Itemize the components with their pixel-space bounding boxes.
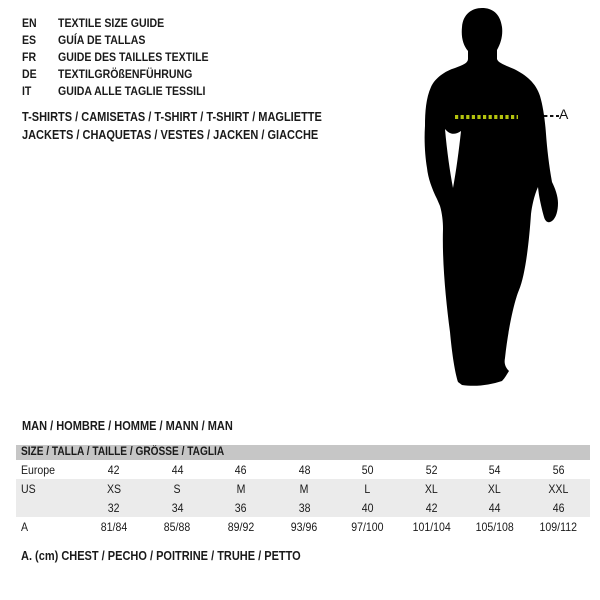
language-label: GUIDA ALLE TAGLIE TESSILI xyxy=(58,84,206,98)
size-cell-text: 34 xyxy=(171,500,184,515)
size-cell xyxy=(336,517,400,536)
size-cell xyxy=(146,479,210,498)
size-cell-text: 85/88 xyxy=(164,519,191,534)
row-label xyxy=(16,517,82,536)
size-cell-text: XXL xyxy=(548,481,569,496)
size-cell-text: 46 xyxy=(234,462,247,477)
language-label: TEXTILGRÖßENFÜHRUNG xyxy=(58,67,193,81)
footnote-chest xyxy=(21,549,339,563)
size-cell-text: 89/92 xyxy=(227,519,254,534)
size-cell xyxy=(527,498,591,517)
size-cell-text: 56 xyxy=(552,462,565,477)
language-code xyxy=(22,32,58,49)
row-label-text: Europe xyxy=(21,462,56,477)
size-cell-text: 48 xyxy=(298,462,311,477)
size-cell xyxy=(527,517,591,536)
size-cell-text: 42 xyxy=(107,462,120,477)
size-cell-text: XL xyxy=(424,481,438,496)
category-lines xyxy=(22,108,363,144)
size-cell xyxy=(336,479,400,498)
size-table-section xyxy=(16,445,590,536)
size-cell xyxy=(400,460,464,479)
size-cell-text: 97/100 xyxy=(351,519,384,534)
size-cell-text: 44 xyxy=(171,462,184,477)
man-silhouette-body xyxy=(425,8,558,386)
category-line-tshirts xyxy=(22,108,363,126)
size-cell xyxy=(209,517,273,536)
size-cell-text: M xyxy=(236,481,246,496)
size-cell-text: S xyxy=(173,481,181,496)
size-table xyxy=(16,460,590,536)
row-label xyxy=(16,479,82,498)
man-silhouette xyxy=(398,0,570,400)
size-cell xyxy=(400,498,464,517)
size-cell xyxy=(336,460,400,479)
language-code xyxy=(22,15,58,32)
size-cell xyxy=(209,460,273,479)
language-code-text: FR xyxy=(22,50,37,64)
language-row xyxy=(22,66,229,83)
language-row xyxy=(22,49,229,66)
table-row xyxy=(16,479,590,498)
size-cell-text: 50 xyxy=(361,462,374,477)
language-code-text: EN xyxy=(22,16,37,30)
size-cell xyxy=(400,479,464,498)
language-code xyxy=(22,66,58,83)
size-cell xyxy=(273,460,337,479)
size-cell xyxy=(273,498,337,517)
language-code xyxy=(22,83,58,100)
table-row xyxy=(16,498,590,517)
table-row xyxy=(16,517,590,536)
size-cell-text: 46 xyxy=(552,500,565,515)
size-cell xyxy=(146,517,210,536)
size-cell-text: XL xyxy=(488,481,502,496)
size-cell xyxy=(527,460,591,479)
size-cell-text: 109/112 xyxy=(539,519,577,534)
size-cell-text: 81/84 xyxy=(100,519,127,534)
size-cell-text: 42 xyxy=(425,500,438,515)
size-cell xyxy=(273,479,337,498)
row-label-text: US xyxy=(21,481,36,496)
size-cell xyxy=(82,498,146,517)
category-line-jackets-text: JACKETS / CHAQUETAS / VESTES / JACKEN / GIACCHE xyxy=(22,128,319,142)
size-cell xyxy=(336,498,400,517)
size-cell-text: 54 xyxy=(488,462,501,477)
language-label: GUIDE DES TAILLES TEXTILE xyxy=(58,50,209,64)
language-list xyxy=(22,15,229,100)
size-cell-text: 101/104 xyxy=(412,519,451,534)
language-row xyxy=(22,15,229,32)
size-cell-text: 105/108 xyxy=(475,519,514,534)
row-label xyxy=(16,498,82,517)
table-row xyxy=(16,460,590,479)
language-code-text: ES xyxy=(22,33,37,47)
size-cell xyxy=(273,517,337,536)
language-label: TEXTILE SIZE GUIDE xyxy=(58,16,165,30)
size-cell xyxy=(146,460,210,479)
size-cell xyxy=(527,479,591,498)
size-cell-text: 40 xyxy=(361,500,374,515)
size-cell-text: 32 xyxy=(107,500,120,515)
size-cell-text: 38 xyxy=(298,500,311,515)
size-cell-text: L xyxy=(364,481,371,496)
language-code xyxy=(22,49,58,66)
size-cell-text: 44 xyxy=(488,500,501,515)
language-label: GUÍA DE TALLAS xyxy=(58,33,146,47)
section-title-man xyxy=(22,419,262,433)
size-cell-text: 52 xyxy=(425,462,438,477)
size-cell-text: 36 xyxy=(234,500,247,515)
category-line-tshirts-text: T-SHIRTS / CAMISETAS / T-SHIRT / T-SHIRT / MAGLIETTE xyxy=(22,110,322,124)
row-label xyxy=(16,460,82,479)
size-cell xyxy=(400,517,464,536)
size-cell-text: 93/96 xyxy=(291,519,318,534)
size-cell xyxy=(463,479,527,498)
row-label-text: A xyxy=(21,519,29,534)
language-row xyxy=(22,83,229,100)
language-code-text: IT xyxy=(22,84,32,98)
size-cell xyxy=(209,498,273,517)
category-line-jackets xyxy=(22,126,363,144)
size-cell xyxy=(463,517,527,536)
size-table-header-text: SIZE / TALLA / TAILLE / GRÖSSE / TAGLIA xyxy=(21,446,225,458)
size-cell xyxy=(146,498,210,517)
size-cell-text: XS xyxy=(106,481,121,496)
language-row xyxy=(22,32,229,49)
size-cell xyxy=(82,479,146,498)
size-cell xyxy=(463,460,527,479)
measurement-a-label: A xyxy=(559,106,569,122)
section-title-text: MAN / HOMBRE / HOMME / MANN / MAN xyxy=(22,419,233,433)
size-cell xyxy=(463,498,527,517)
language-code-text: DE xyxy=(22,67,37,81)
size-cell xyxy=(82,460,146,479)
size-table-header-bar xyxy=(16,445,590,460)
size-cell xyxy=(209,479,273,498)
size-cell-text: M xyxy=(299,481,309,496)
size-cell xyxy=(82,517,146,536)
footnote-text: A. (cm) CHEST / PECHO / POITRINE / TRUHE / PETTO xyxy=(21,549,301,563)
